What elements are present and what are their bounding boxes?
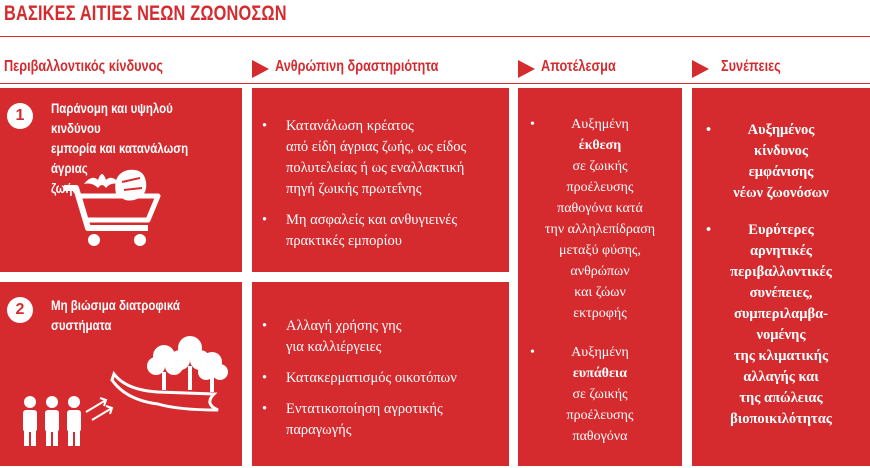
cause-number-2: 2 [7, 297, 33, 323]
result-box [518, 88, 682, 466]
cause-box-1 [0, 88, 242, 272]
consequence-item-environment: • Ευρύτερες αρνητικές περιβαλλοντικές συνέπειες, συμπεριλαμβα- νομένης της κλιματικής αλλαγής και της απώλειας βιοποικιλότητας [706, 222, 832, 427]
header-rule [0, 83, 870, 84]
column-header-human-activity: Ανθρώπινη δραστηριότητα [275, 58, 439, 75]
consequence-item-zoonoses: • Αυξημένος κίνδυνος εμφάνισης νέων ζωονόσων [706, 122, 829, 201]
arrow-icon [252, 60, 269, 78]
column-header-result: Αποτέλεσμα [541, 58, 616, 75]
list-item: • Κατανάλωση κρέατος από είδη άγριας ζωής, ως είδος πολυτελείας ή ως εναλλακτική πηγή ζωικής πρωτεΐνης [262, 118, 467, 197]
activity-box-2 [252, 282, 509, 466]
consequences-box [692, 88, 870, 466]
result-item-exposure: • Αυξημένη έκθεση σε ζωικής προέλευσης παθογόνα κατά την αλληλεπίδραση μεταξύ φύσης, ανθρώπων και ζώων εκτροφής [530, 117, 656, 321]
cause-number-1: 1 [7, 103, 33, 129]
cause-label-1: Παράνομη και υψηλού κινδύνου εμπορία και κατανάλωση άγριας ζωής [51, 100, 189, 196]
page-title: ΒΑΣΙΚΕΣ ΑΙΤΙΕΣ ΝΕΩΝ ΖΩΟΝΟΣΩΝ [4, 2, 287, 25]
result-item-susceptibility: • Αυξημένη ευπάθεια σε ζωικής προέλευσης παθογόνα [530, 345, 634, 444]
top-rule [0, 36, 870, 37]
list-item: • Κατακερματισμός οικοτόπων [262, 370, 457, 386]
column-header-environmental-risk: Περιβαλλοντικός κίνδυνος [4, 58, 164, 75]
cause-label-2: Μη βιώσιμα διατροφικά συστήματα [51, 297, 180, 333]
arrow-icon [518, 60, 535, 78]
list-item: • Αλλαγή χρήσης γης για καλλιέργειες [262, 318, 402, 355]
list-item: • Εντατικοποίηση αγροτικής παραγωγής [262, 401, 443, 438]
list-item: • Μη ασφαλείς και ανθυγιεινές πρακτικές εμπορίου [262, 212, 458, 249]
activity-box-1 [252, 88, 509, 272]
shopping-cart-wildlife-icon [62, 160, 172, 250]
people-trees-land-icon [8, 334, 238, 454]
column-header-consequences: Συνέπειες [721, 58, 781, 75]
cause-box-2 [0, 282, 242, 466]
arrow-icon [692, 60, 709, 78]
